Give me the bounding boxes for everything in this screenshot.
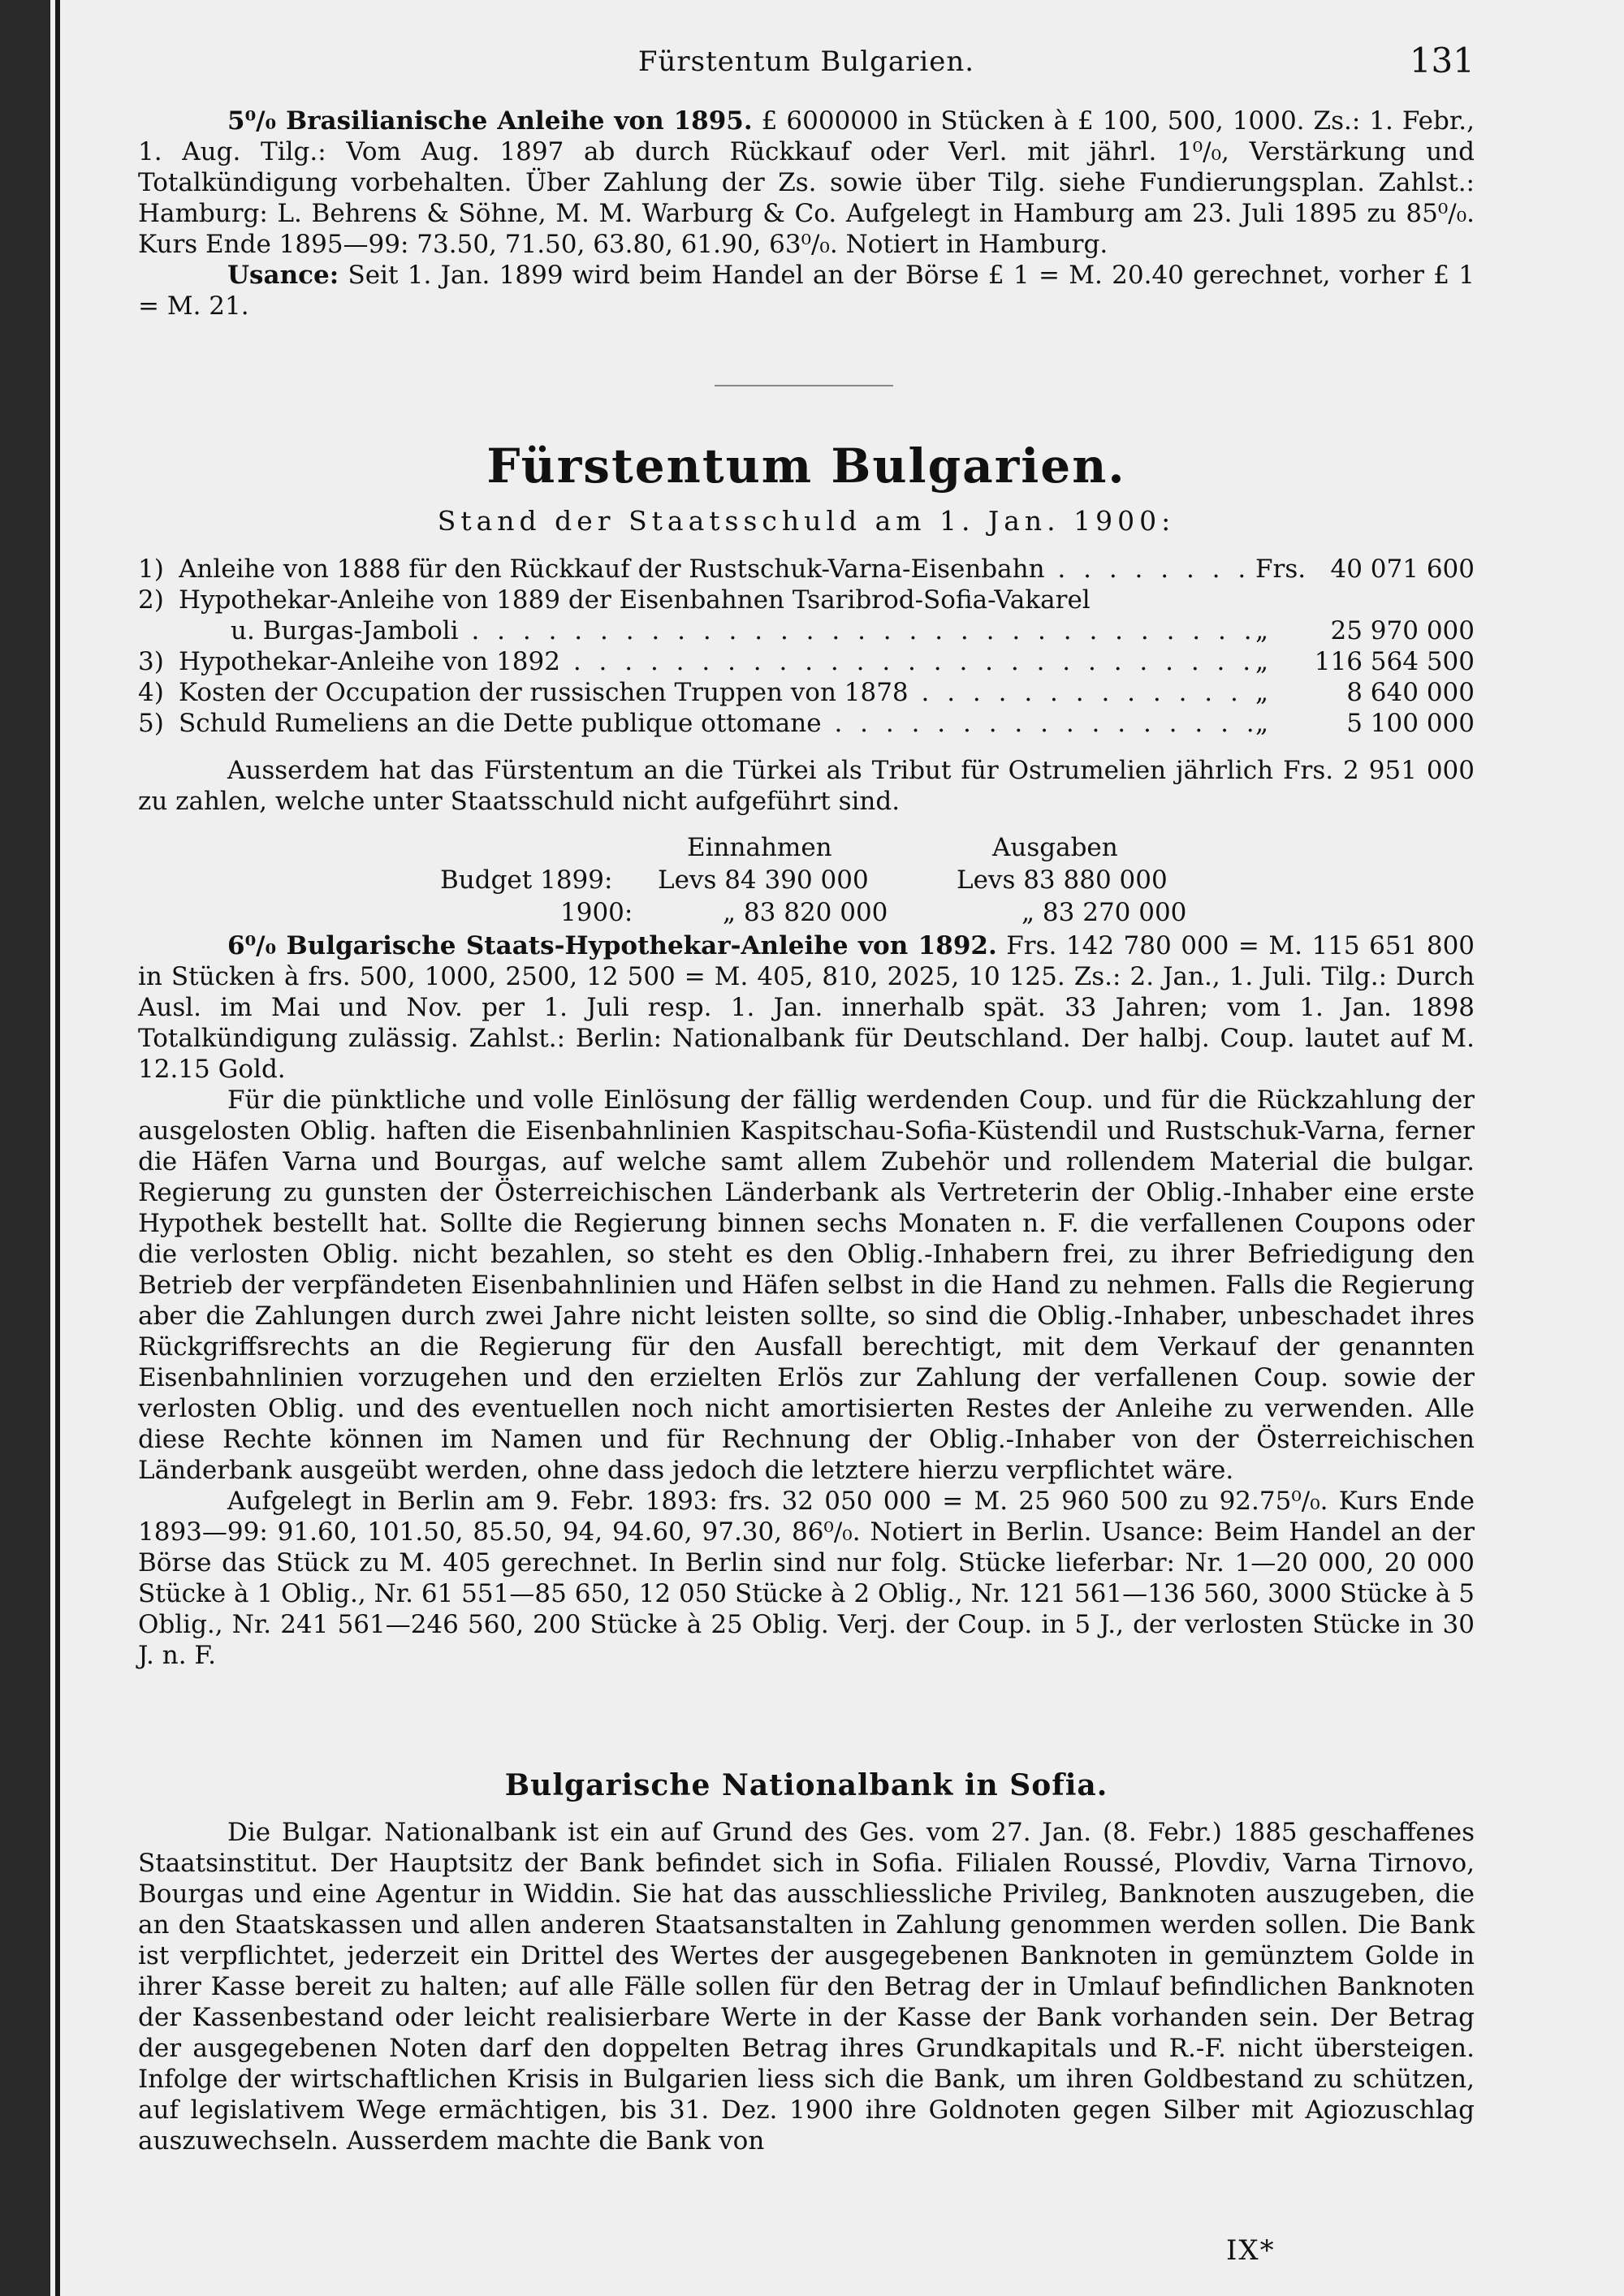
tribute-note <box>138 755 1475 817</box>
debt-amount: 40 071 600 <box>1330 555 1475 584</box>
debt-currency: „ <box>1255 616 1269 645</box>
brazil-loan-heading: 5⁰/₀ Brasilianische Anleihe von 1895. <box>227 106 753 136</box>
debt-amount <box>1312 585 1475 615</box>
brazil-loan-entry <box>138 106 1475 322</box>
debt-number: 2) <box>138 585 164 615</box>
debt-list <box>138 554 1475 739</box>
debt-description: Anleihe von 1888 für den Rückkauf der Rustschuk-Varna-Eisenbahn . . . <box>179 554 1255 585</box>
debt-number: 1) <box>138 555 164 584</box>
debt-currency: Frs. <box>1255 555 1307 584</box>
budget-expense: „ 83 270 000 <box>1021 898 1187 927</box>
signature-mark: IX* <box>1226 2234 1276 2267</box>
nationalbank-title: Bulgarische Nationalbank in Sofia. <box>504 1768 1108 1802</box>
debt-description: Kosten der Occupation der russischen Truppen von 1878 . . . <box>179 677 1255 708</box>
debt-number: 4) <box>138 678 164 707</box>
bulgarian-loan-entry <box>138 930 1475 1671</box>
bulgarian-loan-issue: Aufgelegt in Berlin am 9. Febr. 1893: frs. 32 050 000 = M. 25 960 500 zu 92.75⁰/₀. Kurs Ende 1893—99: 91.60, 101.50, 85.50, 94, 94.60, 97.30, 86⁰/₀. Notiert in Berlin. Usance: Beim Handel an der Börse das Stück zu M. 405 gerechnet. In Berlin sind nur folg. Stücke lieferbar: Nr. 1—20 000, 20 000 Stücke à 1 Oblig., Nr. 61 551—85 650, 12 050 Stücke à 2 Oblig., Nr. 121 561—136 560, 3000 Stücke à 5 Oblig., Nr. 241 561—246 560, 200 Stücke à 25 Oblig. Verj. der Coup. in 5 J., der verlosten Stücke in 30 J. n. F. <box>138 1487 1475 1670</box>
debt-currency: „ <box>1255 678 1269 707</box>
budget-table <box>138 831 1475 929</box>
budget-income: Levs 84 390 000 <box>658 865 869 895</box>
debt-description: Hypothekar-Anleihe von 1889 der Eisenbahnen Tsaribrod-Sofia-Vakarel <box>179 585 1091 615</box>
debt-amount: 25 970 000 <box>1330 616 1475 645</box>
budget-income-header: Einnahmen <box>687 833 832 862</box>
running-title: Fürstentum Bulgarien. <box>637 45 975 78</box>
budget-row <box>138 896 1475 929</box>
usance-text: Seit 1. Jan. 1899 wird beim Handel an der Börse £ 1 = M. 20.40 gerechnet, vorher £ 1 = M. 21. <box>138 261 1475 321</box>
budget-expense-header: Ausgaben <box>992 833 1118 862</box>
book-edge <box>0 0 50 2296</box>
tribute-text: Ausserdem hat das Fürstentum an die Türkei als Tribut für Ostrumelien jährlich Frs. 2 951 000 zu zahlen, welche unter Staatsschuld nicht aufgeführt sind. <box>138 756 1475 816</box>
debt-row <box>138 677 1475 708</box>
brazil-loan-body: £ 6000000 in Stücken à £ 100, 500, 1000. Zs.: 1. Febr., 1. Aug. Tilg.: Vom Aug. 1897 ab durch Rückkauf oder Verl. mit jährl. 1⁰/₀, Verstärkung und Totalkündigung vorbehalten. Über Zahlung der Zs. sowie über Tilg. siehe Fundierungsplan. Zahlst.: Hamburg: L. Behrens & Söhne, M. M. Warburg & Co. Aufgelegt in Hamburg am 23. Juli 1895 zu 85⁰/₀. Kurs Ende 1895—99: 73.50, 71.50, 63.80, 61.90, 63⁰/₀. Notiert in Hamburg. <box>138 106 1475 259</box>
usance-label: Usance: <box>227 261 339 290</box>
debt-row <box>138 646 1475 677</box>
debt-description: Hypothekar-Anleihe von 1892 . . . <box>179 646 1255 677</box>
nationalbank-text: Die Bulgar. Nationalbank ist ein auf Grund des Ges. vom 27. Jan. (8. Febr.) 1885 geschaffenes Staatsinstitut. Der Hauptsitz der Bank befindet sich in Sofia. Filialen Roussé, Plovdiv, Varna Tirnovo, Bourgas und eine Agentur in Widdin. Sie hat das ausschliessliche Privileg, Banknoten auszugeben, die an den Staatskassen und allen anderen Staatsanstalten in Zahlung genommen werden sollen. Die Bank ist verpflichtet, jederzeit ein Drittel des Wertes der ausgegebenen Banknoten in gemünztem Golde in ihrer Kasse bereit zu halten; auf alle Fälle sollen für den Betrag der in Umlauf befindlichen Banknoten der Kassenbestand oder leicht realisierbare Werte in der Kasse der Bank vorhanden sein. Der Betrag der ausgegebenen Noten darf den doppelten Betrag ihres Grundkapitals und R.-F. nicht übersteigen. Infolge der wirtschaftlichen Krisis in Bulgarien liess sich die Bank, um ihren Goldbestand zu schützen, auf legislativem Wege ermächtigen, bis 31. Dez. 1900 ihre Goldnoten gegen Silber mit Agiozuschlag auszuwechseln. Ausserdem machte die Bank von <box>138 1818 1475 2156</box>
debt-amount: 8 640 000 <box>1346 678 1475 707</box>
main-title: Fürstentum Bulgarien. <box>486 438 1126 494</box>
budget-expense: Levs 83 880 000 <box>957 865 1168 895</box>
debt-number: 3) <box>138 647 164 676</box>
debt-description: Schuld Rumeliens an die Dette publique ottomane . . . <box>179 708 1255 739</box>
debt-number: 5) <box>138 709 164 738</box>
running-head <box>138 41 1475 86</box>
budget-label: Budget 1899: <box>440 865 613 895</box>
debt-row <box>138 708 1475 739</box>
debt-description: u. Burgas-Jamboli . . . <box>179 615 1255 646</box>
debt-currency <box>1255 585 1312 615</box>
debt-currency: „ <box>1255 709 1269 738</box>
bulgarian-loan-heading: 6⁰/₀ Bulgarische Staats-Hypothekar-Anleihe von 1892. <box>227 931 997 960</box>
budget-header-row <box>138 831 1475 864</box>
debt-number <box>138 615 179 646</box>
nationalbank-entry <box>138 1817 1475 2156</box>
bulgarian-loan-terms: Frs. 142 780 000 = M. 115 651 800 in Stücken à frs. 500, 1000, 2500, 12 500 = M. 405, 810, 2025, 10 125. Zs.: 2. Jan., 1. Juli. Tilg.: Durch Ausl. im Mai und Nov. per 1. Juli resp. 1. Jan. innerhalb spät. 33 Jahren; vom 1. Jan. 1898 Totalkündigung zulässig. Zahlst.: Berlin: Nationalbank für Deutschland. Der halbj. Coup. lautet auf M. 12.15 Gold. <box>138 931 1475 1084</box>
debt-row <box>138 554 1475 585</box>
debt-row <box>138 585 1475 615</box>
bulgarian-loan-guarantee: Für die pünktliche und volle Einlösung der fällig werdenden Coup. und für die Rückzahlung der ausgelosten Oblig. haften die Eisenbahnlinien Kaspitschau-Sofia-Küstendil und Rustschuk-Varna, ferner die Häfen Varna und Bourgas, auf welche samt allem Zubehör und rollendem Material die bulgar. Regierung zu gunsten der Österreichischen Länderbank als Vertreterin der Oblig.-Inhaber eine erste Hypothek bestellt hat. Sollte die Regierung binnen sechs Monaten n. F. die verfallenen Coupons oder die verlosten Oblig. nicht bezahlen, so steht es den Oblig.-Inhabern frei, zu ihrer Befriedigung den Betrieb der verpfändeten Eisenbahnlinien und Häfen selbst in die Hand zu nehmen. Falls die Regierung aber die Zahlungen durch zwei Jahre nicht leisten sollte, so sind die Oblig.-Inhaber, unbeschadet ihres Rückgriffsrechts an die Regierung für den Ausfall berechtigt, mit dem Verkauf der genannten Eisenbahnlinien vorzugehen und den erzielten Erlös zur Zahlung der verfallenen Coup. sowie der verlosten Oblig. und des eventuellen noch nicht amortisierten Restes der Anleihe zu verwenden. Alle diese Rechte können im Namen und für Rechnung der Oblig.-Inhaber von der Österreichischen Länderbank ausgeübt werden, ohne dass jedoch die letztere hierzu verpflichtet wäre. <box>138 1085 1475 1485</box>
debt-amount: 5 100 000 <box>1346 709 1475 738</box>
debt-subtitle: Stand der Staatsschuld am 1. Jan. 1900: <box>437 505 1176 537</box>
debt-amount: 116 564 500 <box>1314 647 1475 676</box>
budget-row <box>138 864 1475 896</box>
debt-currency: „ <box>1255 647 1269 676</box>
debt-row <box>138 615 1475 646</box>
section-divider <box>715 385 893 386</box>
budget-income: „ 83 820 000 <box>723 898 888 927</box>
budget-label: 1900: <box>560 898 633 927</box>
book-gutter-line <box>55 0 60 2296</box>
page-number: 131 <box>1409 41 1475 80</box>
